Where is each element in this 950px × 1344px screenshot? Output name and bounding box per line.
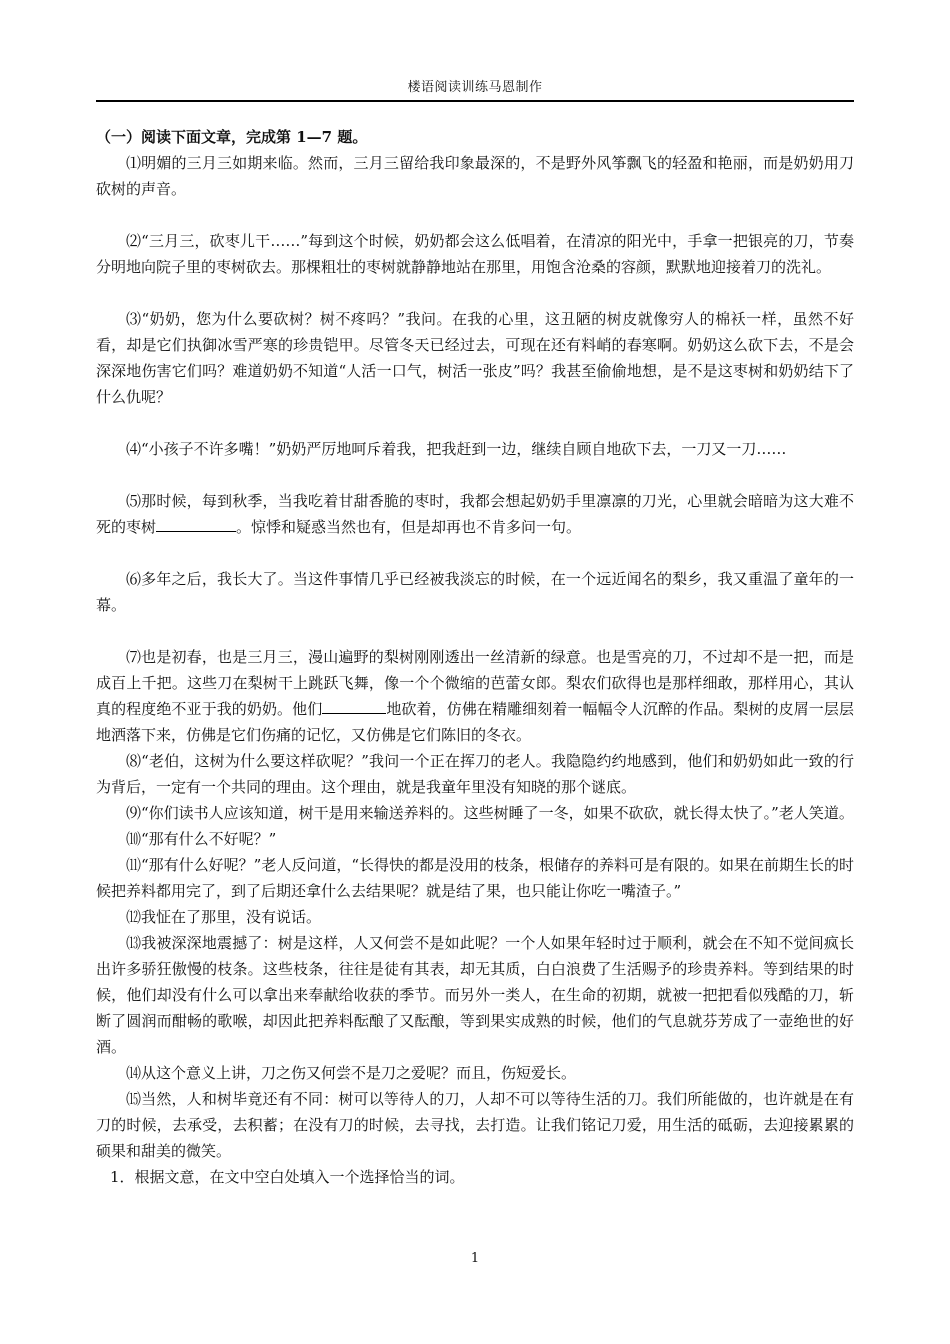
section-title: （一）阅读下面文章，完成第 1—7 题。 (96, 128, 368, 146)
document-body (96, 124, 854, 1190)
paragraph-3: ⑶“奶奶，您为什么要砍树？树不疼吗？”我问。在我的心里，这丑陋的树皮就像穷人的棉袄一样，虽然不好看，却是它们执御冰雪严寒的珍贵铠甲。尽管冬天已经过去，可现在还有料峭的春寒啊。奶奶这么砍下去，不是会深深地伤害它们吗？难道奶奶不知道“人活一口气，树活一张皮”吗？我甚至偷偷地想，是不是这枣树和奶奶结下了什么仇呢？ (96, 310, 854, 406)
paragraph-gap (96, 202, 854, 228)
header-title: 楼语阅读训练马恩制作 (407, 80, 543, 95)
fill-blank-1[interactable] (156, 515, 236, 532)
paragraph-gap (96, 280, 854, 306)
paragraph-7-part-2: 地砍着，仿佛在精雕细刻着一幅幅令人沉醉的作品。梨树的皮屑一层层地洒落下来，仿佛是它们伤痛的记忆，又仿佛是它们陈旧的冬衣。 (96, 700, 854, 744)
paragraph-6: ⑹多年之后，我长大了。当这件事情几乎已经被我淡忘的时候，在一个远近闻名的梨乡，我又重温了童年的一幕。 (96, 570, 854, 614)
paragraph-gap (96, 540, 854, 566)
paragraph-gap (96, 462, 854, 488)
paragraph-5 (96, 488, 854, 540)
paragraph-14: ⒁从这个意义上讲，刀之伤又何尝不是刀之爱呢？而且，伤短爱长。 (126, 1064, 577, 1082)
paragraph-2: ⑵“三月三，砍枣儿干……”每到这个时候，奶奶都会这么低唱着，在清凉的阳光中，手拿一把银亮的刀，节奏分明地向院子里的枣树砍去。那棵粗壮的枣树就静静地站在那里，用饱含沧桑的容颜，默默地迎接着刀的洗礼。 (96, 232, 854, 276)
paragraph-5-part-1: ⑸那时候，每到秋季，当我吃着甘甜香脆的枣时，我都会想起奶奶手里凛凛的刀光，心里就会暗暗为这大难不死的枣树 (96, 492, 854, 536)
paragraph-9: ⑼“你们读书人应该知道，树干是用来输送养料的。这些树睡了一冬，如果不砍砍，就长得太快了。”老人笑道。 (126, 804, 854, 822)
paragraph-1: ⑴明媚的三月三如期来临。然而，三月三留给我印象最深的，不是野外风筝飘飞的轻盈和艳丽，而是奶奶用刀砍树的声音。 (96, 154, 854, 198)
paragraph-11: ⑾“那有什么好呢？”老人反问道，“长得快的都是没用的枝条，根储存的养料可是有限的。如果在前期生长的时候把养料都用完了，到了后期还拿什么去结果呢？就是结了果，也只能让你吃一嘴渣子。” (96, 856, 855, 900)
paragraph-10: ⑽“那有什么不好呢？” (126, 830, 277, 848)
paragraph-13: ⒀我被深深地震撼了：树是这样，人又何尝不是如此呢？一个人如果年轻时过于顺利，就会在不知不觉间疯长出许多骄狂傲慢的枝条。这些枝条，往往是徒有其表，却无其质，白白浪费了生活赐予的珍贵养料。等到结果的时候，他们却没有什么可以拿出来奉献给收获的季节。而另外一类人，在生命的初期，就被一把把看似残酷的刀，斩断了圆润而酣畅的歌喉，却因此把养料酝酿了又酝酿，等到果实成熟的时候，他们的气息就芬芳成了一壶绝世的好酒。 (96, 934, 854, 1056)
fill-blank-2[interactable] (322, 697, 386, 714)
paragraph-7 (96, 644, 854, 748)
paragraph-4: ⑷“小孩子不许多嘴！”奶奶严厉地呵斥着我，把我赶到一边，继续自顾自地砍下去，一刀又一刀…… (126, 440, 787, 458)
page-number: 1 (470, 1251, 480, 1266)
question-1: 1．根据文意，在文中空白处填入一个选择恰当的词。 (110, 1168, 465, 1186)
paragraph-8: ⑻“老伯，这树为什么要这样砍呢？”我问一个正在挥刀的老人。我隐隐约约地感到，他们和奶奶如此一致的行为背后，一定有一个共同的理由。这个理由，就是我童年里没有知晓的那个谜底。 (96, 752, 854, 796)
paragraph-5-part-2: 。惊悸和疑惑当然也有，但是却再也不肯多问一句。 (236, 518, 582, 536)
page-header (96, 76, 854, 102)
paragraph-15: ⒂当然，人和树毕竟还有不同：树可以等待人的刀，人却不可以等待生活的刀。我们所能做的，也许就是在有刀的时候，去承受，去积蓄；在没有刀的时候，去寻找，去打造。让我们铭记刀爱，用生活的砥砺，去迎接累累的硕果和甜美的微笑。 (96, 1090, 854, 1160)
paragraph-gap (96, 410, 854, 436)
paragraph-7-part-1: ⑺也是初春，也是三月三，漫山遍野的梨树刚刚透出一丝清新的绿意。也是雪亮的刀，不过却不是一把，而是成百上千把。这些刀在梨树干上跳跃飞舞，像一个个微缩的芭蕾女郎。梨农们砍得也是那样细敢，那样用心，其认真的程度绝不亚于我的奶奶。他们 (96, 648, 854, 718)
paragraph-12: ⑿我怔在了那里，没有说话。 (126, 908, 322, 926)
paragraph-gap (96, 618, 854, 644)
